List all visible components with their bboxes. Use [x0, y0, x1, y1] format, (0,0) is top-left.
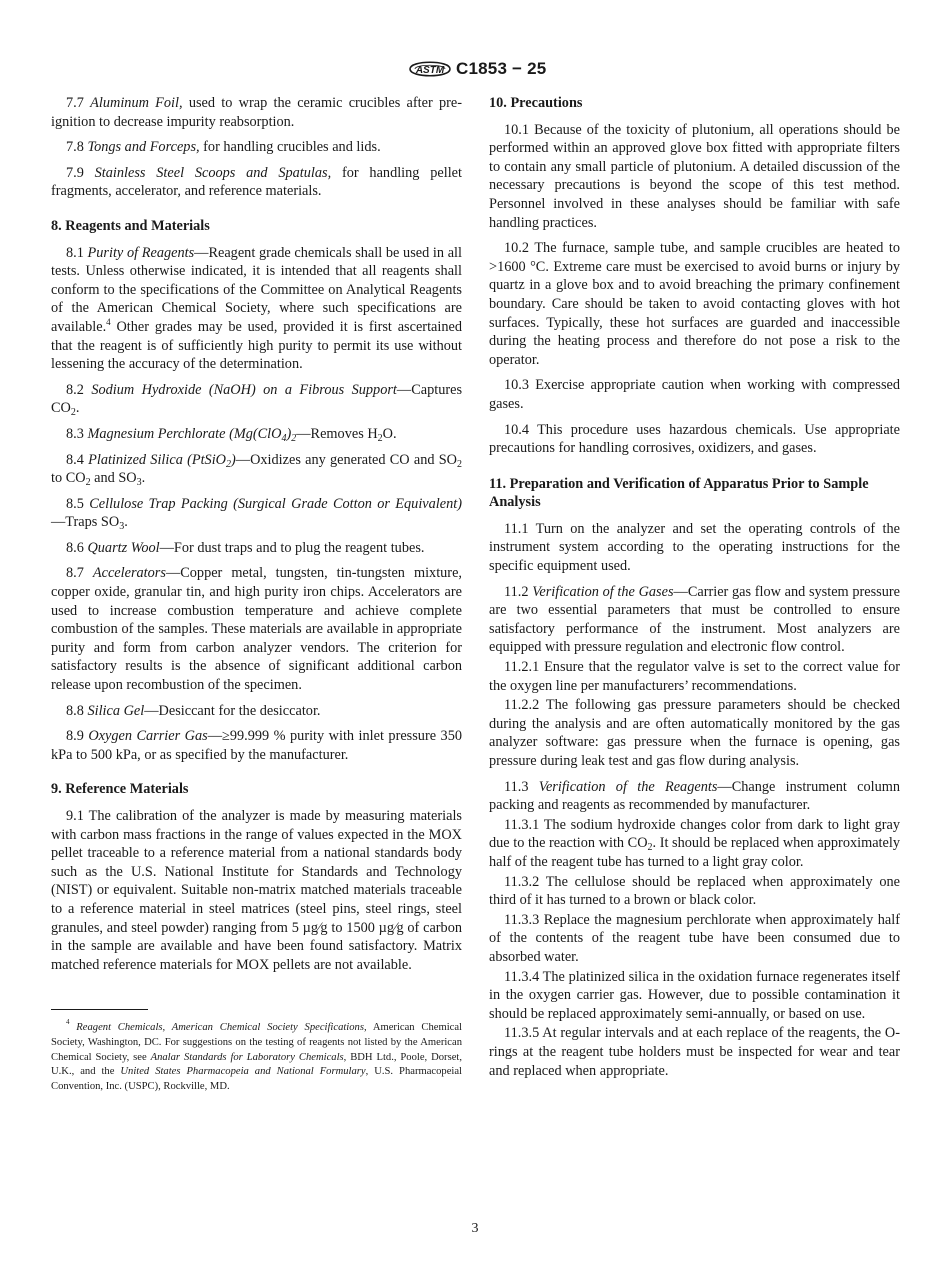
paragraph-10-4: 10.4 This procedure uses hazardous chemicals. Use appropriate precautions for handling corrosives, oxidizers, and gases. — [489, 421, 900, 457]
paragraph-11-3-1: 11.3.1 The sodium hydroxide changes color from dark to light gray due to the reaction with $CO_2$. It should be replaced when approximately half of the reagent tube has turned to a light gray color. — [489, 816, 900, 870]
paragraph-11-1: 11.1 Turn on the analyzer and set the operating controls of the instrument system according to the operating instructions for the specific equipment used. — [489, 520, 900, 575]
paragraph-8-3: 8.3 Magnesium Perchlorate ($Mg(ClO_4)_2—Removes$ $H_2O$. — [66, 425, 397, 444]
paragraph-10-2: 10.2 The furnace, sample tube, and sample crucibles are heated to >1600 °C. Extreme care must be exercised to avoid burns or injury by quartz in a glove box and to avoid breaching the primary confinement boundary. Care should be taken to avoid contacting gloves with hot surfaces. Typically, these hot surfaces are guarded and inaccessible during the heating process and therefore do not pose a risk to the operator. — [489, 240, 900, 368]
paragraph-7-9: 7.9 Stainless Steel Scoops and Spatulas, for handling pellet fragments, accelerator, and reference materials. — [51, 164, 462, 200]
paragraph-11-3-4: 11.3.4 The platinized silica in the oxidation furnace regenerates itself in the oxygen carrier gas. However, due to possible contamination it should be replaced approximately semi-annually, or based on use. — [489, 968, 900, 1022]
paragraph-8-6: 8.6 Quartz Wool—For dust traps and to plug the reagent tubes. — [66, 539, 425, 556]
paragraph-11-3-2: 11.3.2 The cellulose should be replaced when approximately one third of it has turned to a brown or black color. — [489, 873, 900, 909]
paragraph-7-8: 7.8 Tongs and Forceps, for handling crucibles and lids. — [66, 139, 381, 156]
astm-logo-icon — [408, 56, 452, 82]
paragraph-8-2: 8.2 Sodium Hydroxide (NaOH) on a Fibrous Support—Captures $CO_2$. — [51, 381, 463, 419]
left-column — [51, 94, 462, 1101]
paragraph-9-1: 9.1 The calibration of the analyzer is made by measuring materials with carbon mass fractions in the range of values expected in the MOX pellet traceable to a reference material from a national standards body such as the U.S. National Institute for Standards and Technology (NIST) or equivalent. Suitable non-matrix matched materials traceable to a reference material in steel matrices (steel pins, steel rings, steel granules, and steel powder) ranging from 5 µg⁄g to 1500 µg⁄g of carbon in the sample are available and have been found satisfactory. Matrix matched reference materials for MOX pellets are not available. — [51, 808, 462, 973]
paragraph-11-3-5: 11.3.5 At regular intervals and at each replace of the reagents, the O-rings at the reagent tube holders must be inspected for wear and tear and replaced when appropriate. — [489, 1025, 900, 1079]
paragraph-8-8: 8.8 Silica Gel—Desiccant for the desiccator. — [66, 702, 321, 719]
page-header — [0, 56, 950, 84]
footnote-divider — [51, 1009, 148, 1010]
paragraph-8-1: 8.1 Purity of Reagents—Reagent grade chemicals shall be used in all tests. Unless otherwise indicated, it is intended that all reagents shall conform to the specifications of the Committee on Analytical Reagents of the American Chemical Society, where such specifications are available.$^4$ Other grades may be used, provided it is first ascertained that the reagent is of sufficiently high purity to permit its use without lessening the accuracy of the determination. — [51, 244, 462, 373]
section-heading-11: 11. Preparation and Verification of Apparatus Prior to Sample Analysis — [489, 475, 869, 511]
footnote-ref-4: 4 — [106, 316, 111, 327]
paragraph-8-7: 8.7 Accelerators—Copper metal, tungsten, tin-tungsten mixture, copper oxide, granular tin, and high purity iron chips. Accelerators are used to increase combustion temperature and achieve complete combustion of the samples. These materials are available in appropriate purity and form from carbon analyzer vendors. The criterion for satisfactory results is the absence of significant additional carbon release upon recombustion of the specimen. — [51, 565, 462, 694]
paragraph-8-4: 8.4 Platinized Silica (PtSiO$_2$)—Oxidizes any generated CO and $SO_2$ to $CO_2$ and $SO_3$. — [51, 451, 462, 489]
paragraph-10-1: 10.1 Because of the toxicity of plutonium, all operations should be performed within an approved glove box fitted with appropriate filters to contain any small particle of plutonium. A detailed discussion of the necessary precautions is beyond the scope of this test method. Personnel involved in these analyses should be familiar with safe handling practices. — [489, 121, 900, 231]
paragraph-11-3-3: 11.3.3 Replace the magnesium perchlorate when approximately half of the contents of the reagent tube have been consumed due to absorbed water. — [489, 911, 901, 965]
logo-text: ASTM — [415, 65, 445, 76]
section-heading-8: 8. Reagents and Materials — [51, 217, 210, 234]
paragraph-11-2: 11.2 Verification of the Gases—Carrier gas flow and system pressure are two essential parameters that must be controlled to ensure satisfactory performance of the instrument. Most analyzers are equipped with pressure regulation and electronic flow control. — [489, 583, 900, 656]
paragraph-7-7: 7.7 Aluminum Foil, used to wrap the ceramic crucibles after pre-ignition to decrease impurity reabsorption. — [51, 95, 463, 130]
paragraph-8-9: 8.9 Oxygen Carrier Gas—≥99.999 % purity with inlet pressure 350 kPa to 500 kPa, or as specified by the manufacturer. — [51, 728, 462, 763]
page-number: 3 — [471, 1221, 479, 1236]
paragraph-11-2-2: 11.2.2 The following gas pressure parameters should be checked during the analysis and are often automatically monitored by the gas analyzer software: gas pressure when the furnace is opening, gas pressure during leak test and gas flow during analysis. — [489, 697, 900, 769]
paragraph-10-3: 10.3 Exercise appropriate caution when working with compressed gases. — [489, 377, 900, 412]
section-heading-9: 9. Reference Materials — [51, 781, 189, 798]
right-column — [489, 94, 900, 1081]
document-designation: C1853 − 25 — [456, 59, 547, 78]
footnote-4: $^4$ Reagent Chemicals, American Chemical Society Specifications, American Chemical Society, Washington, DC. For suggestions on the testing of reagents not listed by the American Chemical Society, see Analar Standards for Laboratory Chemicals, BDH Ltd., Poole, Dorset, U.K., and the United States Pharmacopeia and National Formulary, U.S. Pharmacopeial Convention, Inc. (USPC), Rockville, MD. — [51, 1018, 462, 1092]
section-heading-10: 10. Precautions — [489, 95, 583, 111]
paragraph-11-3: 11.3 Verification of the Reagents—Change instrument column packing and reagents as recommended by manufacturer. — [489, 778, 900, 814]
paragraph-11-2-1: 11.2.1 Ensure that the regulator valve is set to the correct value for the oxygen line per manufacturers’ recommendations. — [489, 659, 900, 694]
paragraph-8-5: 8.5 Cellulose Trap Packing (Surgical Grade Cotton or Equivalent)—Traps $SO_3$. — [51, 495, 462, 533]
